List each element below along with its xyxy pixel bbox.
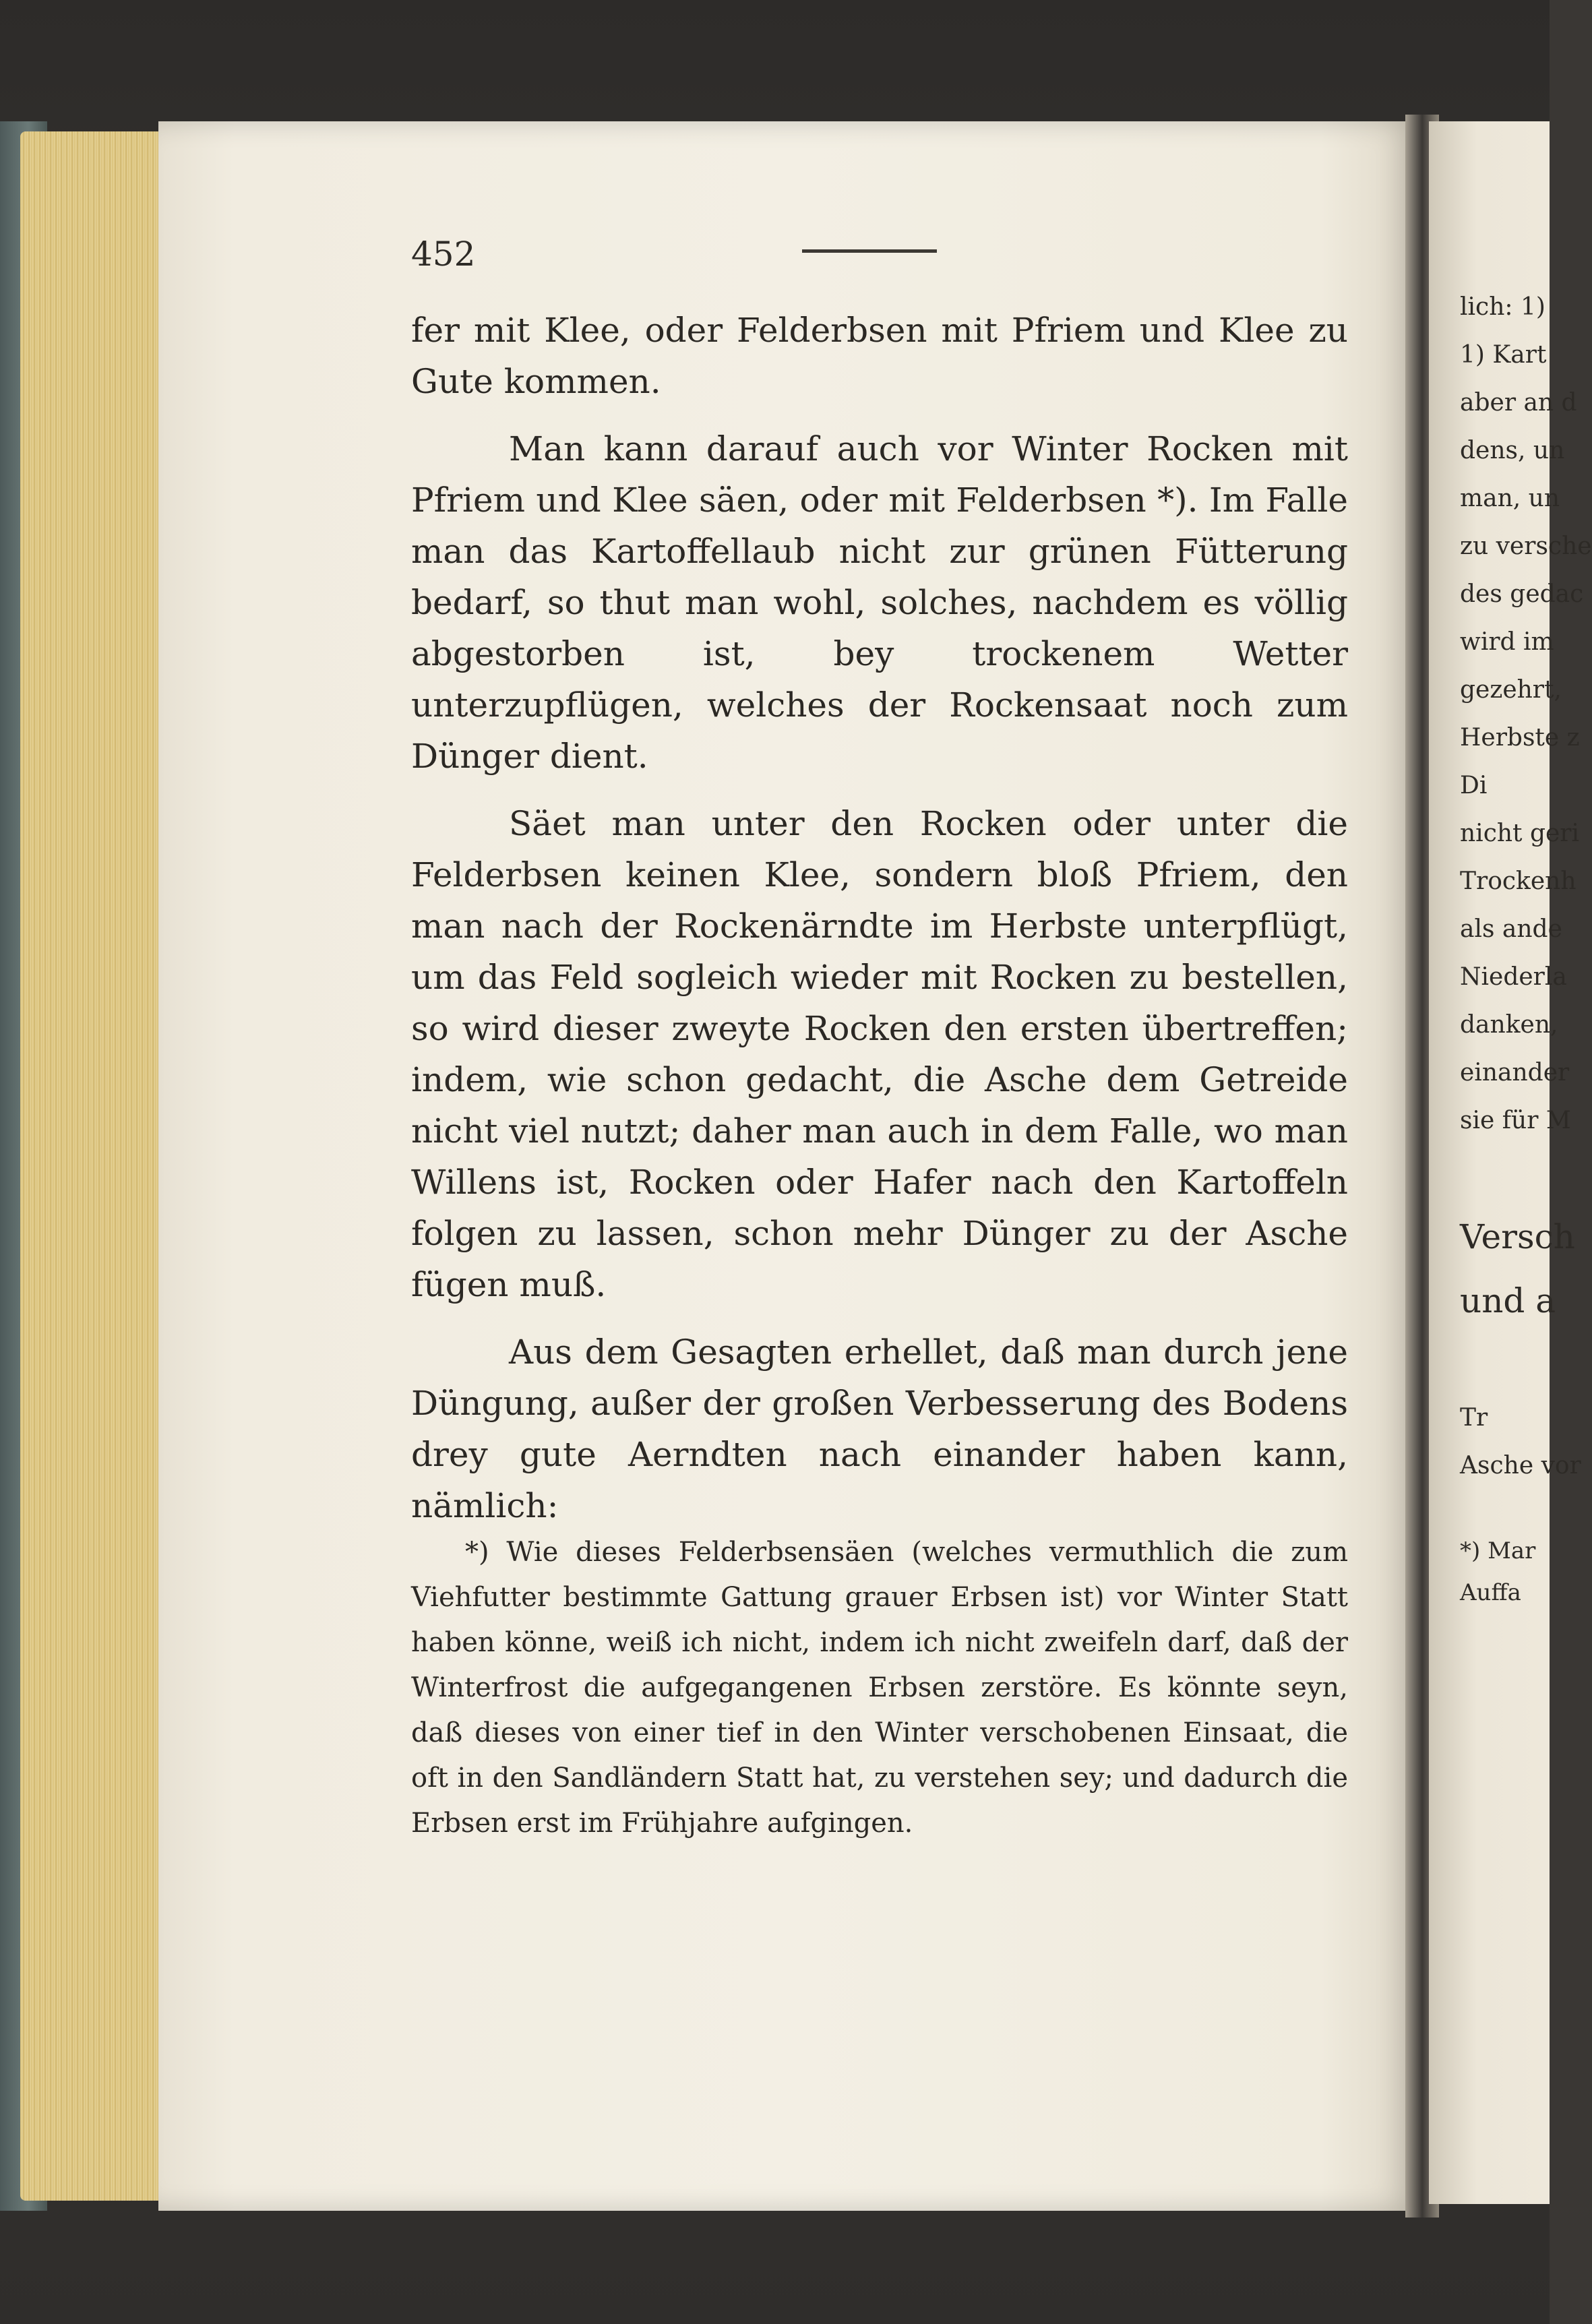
paragraph-rocken-saat: Man kann darauf auch vor Winter Rocken mit Pfriem und Klee säen, oder mit Felderbsen *). Im Falle man das Kartoffellaub nicht zur grünen Fütterung bedarf, so thut man wohl, solches, nachdem es völlig abgestorben ist, bey trockenem Wetter unterzupflügen, welches der Rockensaat noch zum Dünger dient. <box>411 429 1348 776</box>
facing-line: 1) Kart <box>1460 341 1547 369</box>
facing-line: Herbste z <box>1460 724 1580 752</box>
facing-line: einander <box>1460 1059 1570 1087</box>
facing-line: zu versche <box>1460 532 1592 560</box>
facing-line: Tr <box>1460 1404 1488 1432</box>
main-text <box>411 305 1348 1531</box>
paragraph-aerndten: Aus dem Gesagten erhellet, daß man durch jene Düngung, außer der großen Verbesserung des Bodens drey gute Aerndten nach einander haben kann, nämlich: <box>411 1333 1348 1525</box>
facing-page-text <box>1460 283 1592 1614</box>
facing-line: wird im <box>1460 628 1554 656</box>
facing-line: als ande <box>1460 915 1562 943</box>
facing-line: lich: 1) <box>1460 293 1545 321</box>
facing-line: gezehrt, <box>1460 676 1562 704</box>
page-header <box>411 235 1348 275</box>
facing-line: des gedac <box>1460 580 1584 608</box>
page-block-edges <box>20 131 165 2201</box>
facing-footnote: Auffa <box>1460 1579 1521 1606</box>
facing-heading: und a <box>1460 1281 1556 1320</box>
facing-line: man, un <box>1460 485 1560 512</box>
header-rule <box>802 249 937 253</box>
facing-heading: Versch <box>1460 1217 1575 1256</box>
facing-line: sie für M <box>1460 1107 1571 1134</box>
facing-footnote: *) Mar <box>1460 1537 1536 1564</box>
footnote-text: *) Wie dieses Felderbsensäen (welches vermuthlich die zum Viehfutter bestimmte Gattung grauer Erbsen ist) vor Winter Statt haben könne, weiß ich nicht, indem ich nicht zweifeln darf, daß der Winterfrost die aufgegangenen Erbsen zerstöre. Es könnte seyn, daß dieses von einer tief in den Winter verschobenen Einsaat, die oft in den Sandländern Statt hat, zu verstehen sey; und dadurch die Erbsen erst im Frühjahre aufgingen. <box>411 1537 1348 1839</box>
facing-line: Trockenh <box>1460 867 1576 895</box>
footnote <box>411 1530 1348 1846</box>
facing-line: danken, <box>1460 1011 1558 1039</box>
facing-line: aber an d <box>1460 389 1577 417</box>
paragraph-pfriem: Säet man unter den Rocken oder unter die Felderbsen keinen Klee, sondern bloß Pfriem, den man nach der Rockenärndte im Herbste unterpflügt, um das Feld sogleich wieder mit Rocken zu bestellen, so wird dieser zweyte Rocken den ersten übertreffen; indem, wie schon gedacht, die Asche dem Getreide nicht viel nutzt; daher man auch in dem Falle, wo man Willens ist, Rocken oder Hafer nach den Kartoffeln folgen zu lassen, schon mehr Dünger zu der Asche fügen muß. <box>411 804 1348 1304</box>
paragraph-continuation: fer mit Klee, oder Felderbsen mit Pfriem und Klee zu Gute kommen. <box>411 311 1348 401</box>
facing-line: Niederla <box>1460 963 1567 991</box>
facing-line: Di <box>1460 772 1488 799</box>
facing-line: dens, un <box>1460 437 1565 464</box>
facing-line: Asche vor <box>1460 1452 1581 1479</box>
page-number: 452 <box>411 235 476 274</box>
facing-line: nicht geri <box>1460 820 1580 847</box>
